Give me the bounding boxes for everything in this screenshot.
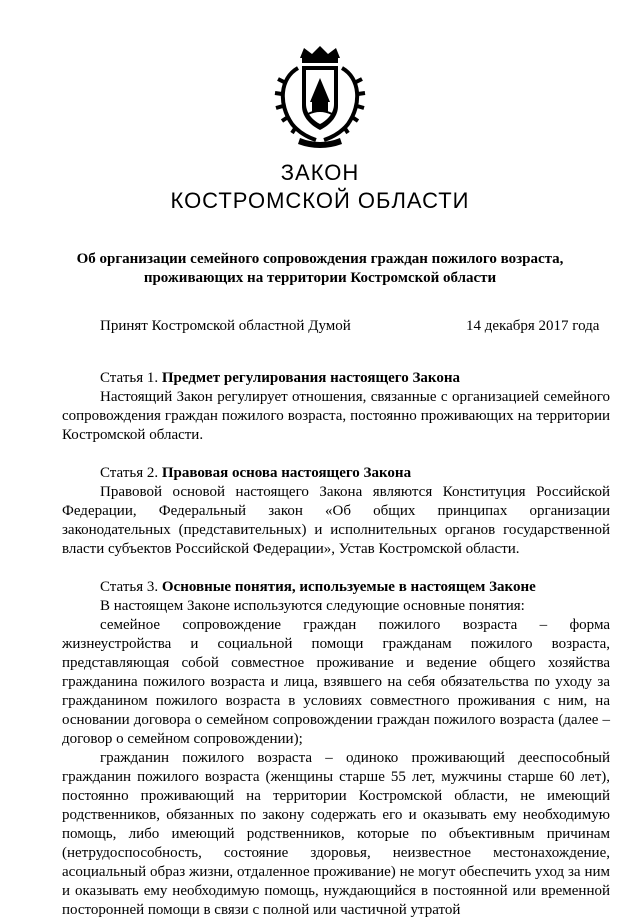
- article-2-prefix: Статья 2.: [100, 465, 162, 481]
- article-3-title: Основные понятия, используемые в настоящем Законе: [161, 579, 536, 595]
- article-2-paragraph-1: Правовой основой настоящего Закона являются Конституция Российской Федерации, Федеральный закон «Об общих принципах организации законодательных (представительных) и исполнительных органов государственной власти субъектов Российской Федерации», Устав Костромской области.: [62, 484, 610, 557]
- article-3-paragraph-2: семейное сопровождение граждан пожилого возраста – форма жизнеустройства и социальной помощи гражданам пожилого возраста, представляющая собой совместное проживание и ведение общего хозяйства гражданина пожилого возраста и лица, взявшего на себя обязательства по уходу за гражданином пожилого возраста в условиях совместного проживания с ним, на основании договора о семейном сопровождении граждан пожилого возраста (далее – договор о семейном сопровождении);: [62, 617, 610, 747]
- article-1-paragraph-1: Настоящий Закон регулирует отношения, связанные с организацией семейного сопровождения граждан пожилого возраста, постоянно проживающих на территории Костромской области.: [62, 389, 610, 443]
- document-title-line-1: Об организации семейного сопровождения граждан пожилого возраста,: [76, 251, 564, 267]
- coat-of-arms-icon: [270, 44, 370, 148]
- law-heading: ЗАКОН: [280, 160, 360, 185]
- article-1-title: Предмет регулирования настоящего Закона: [161, 370, 460, 386]
- adoption-body: Принят Костромской областной Думой: [100, 318, 351, 334]
- document-title: [60, 250, 580, 288]
- article-2-heading: [62, 464, 610, 483]
- article-1-heading: [62, 369, 610, 388]
- article-3-prefix: Статья 3.: [100, 579, 162, 595]
- article-3-paragraph-1: В настоящем Законе используются следующие основные понятия:: [100, 598, 525, 614]
- articles-body: [62, 369, 610, 920]
- article-3-paragraph-3: гражданин пожилого возраста – одиноко проживающий дееспособный гражданин пожилого возраста (женщины старше 55 лет, мужчины старше 60 лет), постоянно проживающий на территории Костромской области, не имеющий родственников, обязанных по закону содержать его и оказывать ему необходимую помощь, либо имеющий родственников, которые по объективным причинам (нетрудоспособность, состояние здоровья, неизвестное местонахождение, асоциальный образ жизни, отдаленное проживание) не могут обеспечить уход за ним и оказывать ему необходимую помощь, нуждающийся в постоянной или временной посторонней помощи в связи с полной или частичной утратой: [62, 750, 610, 918]
- document-title-line-2: проживающих на территории Костромской области: [143, 270, 497, 286]
- adoption-date: 14 декабря 2017 года: [466, 318, 600, 334]
- article-2-title: Правовая основа настоящего Закона: [161, 465, 412, 481]
- region-heading: КОСТРОМСКОЙ ОБЛАСТИ: [170, 188, 470, 213]
- article-1-prefix: Статья 1.: [100, 370, 162, 386]
- article-3-heading: [62, 578, 610, 597]
